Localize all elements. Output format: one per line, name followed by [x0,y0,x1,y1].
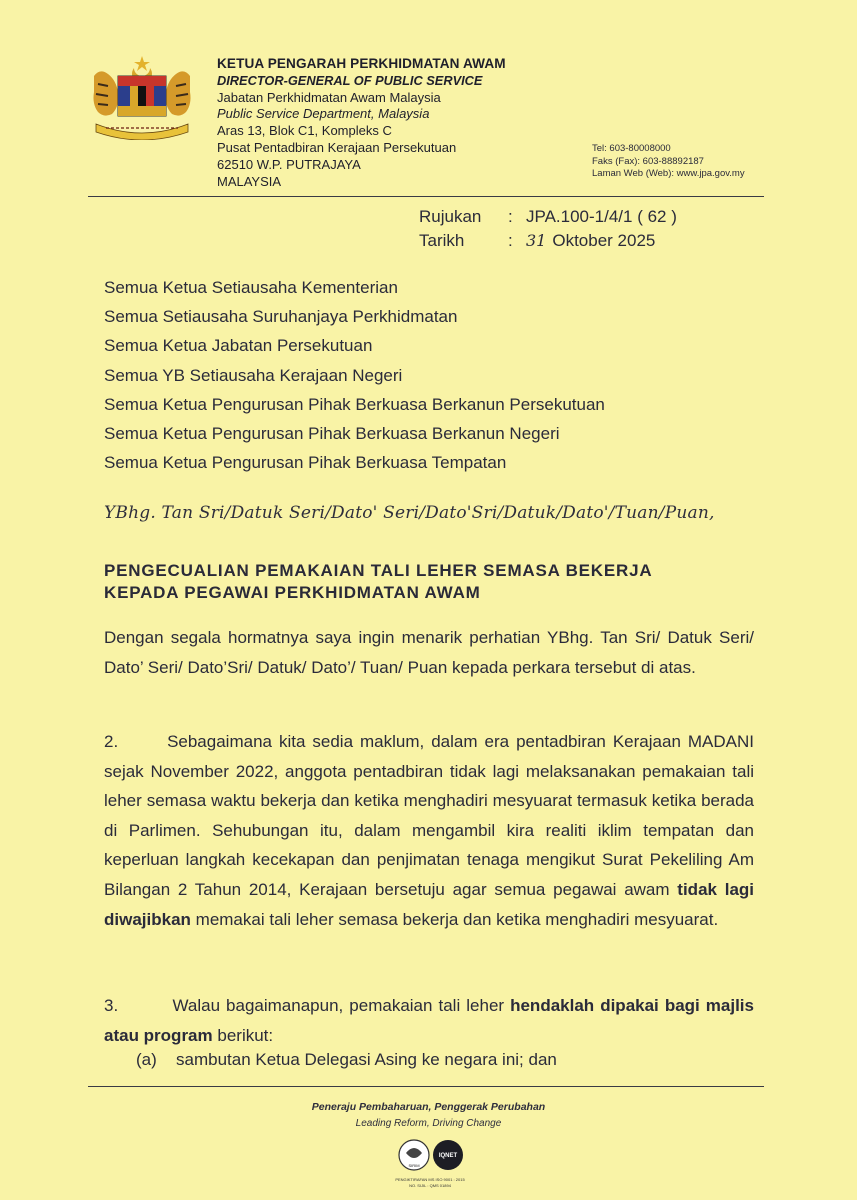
letterhead-title-ms: KETUA PENGARAH PERKHIDMATAN AWAM [217,56,506,71]
paragraph-3 [104,991,754,1050]
letterhead [217,56,506,190]
addressee-item: Semua YB Setiausaha Kerajaan Negeri [104,365,403,385]
date-day-handwritten: 31 [526,231,547,250]
letterhead-dept-en: Public Service Department, Malaysia [217,106,430,122]
contact-tel: Tel: 603-80008000 [592,143,671,154]
subject-line: KEPADA PEGAWAI PERKHIDMATAN AWAM [104,583,481,602]
addressee-item: Semua Ketua Setiausaha Kementerian [104,278,398,297]
date-separator: : [508,231,513,250]
letterhead-address-line: Aras 13, Blok C1, Kompleks C [217,123,392,139]
addressee-item: Semua Ketua Pengurusan Pihak Berkuasa Berkanun Negeri [104,424,560,444]
subject-line: PENGECUALIAN PEMAKAIAN TALI LEHER SEMASA BEKERJA [104,561,653,580]
letterhead-address-line: MALAYSIA [217,173,282,189]
addressee-list [104,273,605,477]
letterhead-title-en: DIRECTOR-GENERAL OF PUBLIC SERVICE [217,72,483,88]
contact-block [592,143,745,181]
addressee-item: Semua Ketua Pengurusan Pihak Berkuasa Berkanun Persekutuan [104,394,605,414]
paragraph-text: Walau bagaimanapun, pemakaian tali leher [172,996,505,1015]
date-row [419,231,655,251]
cert-text: PENGIKTIRAFAN MS ISO 9001 : 2015 [395,1177,465,1182]
paragraph-text: berikut: [217,1025,274,1045]
list-item-a [136,1050,557,1070]
paragraph-emphasis: hendaklah dipakai bagi majlis atau program [104,996,754,1045]
paragraph-text: memakai tali leher semasa bekerja dan ketika menghadiri mesyuarat. [195,909,719,929]
list-item-key: (a) [136,1050,157,1069]
reference-value: JPA.100-1/4/1 ( 62 ) [526,207,677,226]
cert-number: NO. SIJIL : QMS 01894 [409,1183,451,1188]
letterhead-address-line: 62510 W.P. PUTRAJAYA [217,156,361,172]
reference-label: Rujukan [419,207,482,226]
paragraph-text: Sebagaimana kita sedia maklum, dalam era pentadbiran Kerajaan MADANI sejak November 2022, anggota pentadbiran tidak lagi melaksanakan pemakaian tali leher semasa waktu bekerja dan ketika menghadiri mesyuarat termasuk ketika berada di Parlimen. Sehubungan itu, dalam mengambil kira realiti iklim tempatan dan keperluan langkah kecekapan dan penjimatan tenaga mengikut Surat Pekeliling Am Bilangan 2 Tahun 2014, Kerajaan bersetuju agar semua pegawai awam [104,732,754,899]
coat-of-arms-logo [86,54,198,140]
iqnet-logo [433,1140,463,1170]
footer-motto-ms: Peneraju Pembaharuan, Penggerak Perubahan [311,1101,546,1113]
salutation: YBhg. Tan Sri/Datuk Seri/Dato' Seri/Dato'Sri/Datuk/Dato'/Tuan/Puan, [104,503,715,523]
footer-motto-en: Leading Reform, Driving Change [355,1118,502,1129]
date-label: Tarikh [419,231,465,250]
footer-divider [88,1086,764,1087]
sirim-logo [399,1140,429,1170]
header-divider [88,196,764,197]
paragraph-number: 2. [104,732,119,751]
iqnet-label: IQNET [438,1153,458,1159]
letterhead-address-line: Pusat Pentadbiran Kerajaan Persekutuan [217,139,457,155]
addressee-item: Semua Setiausaha Suruhanjaya Perkhidmatan [104,307,458,327]
certification-logos [380,1135,480,1199]
svg-text:SIRIM: SIRIM [408,1163,420,1168]
contact-web: Laman Web (Web): www.jpa.gov.my [592,168,745,180]
addressee-item: Semua Ketua Pengurusan Pihak Berkuasa Tempatan [104,453,507,473]
reference-row [419,207,677,227]
reference-separator: : [508,207,513,226]
date-month-year: Oktober 2025 [552,231,656,250]
letterhead-dept-ms: Jabatan Perkhidmatan Awam Malaysia [217,89,441,105]
contact-fax: Faks (Fax): 603-88892187 [592,155,704,167]
paragraph-2 [104,727,754,934]
list-item-text: sambutan Ketua Delegasi Asing ke negara ini; dan [176,1050,557,1069]
addressee-item: Semua Ketua Jabatan Persekutuan [104,336,373,356]
paragraph-number: 3. [104,996,119,1015]
subject-heading [104,560,652,604]
paragraph-emphasis: tidak lagi diwajibkan [104,879,754,929]
paragraph-1: Dengan segala hormatnya saya ingin menarik perhatian YBhg. Tan Sri/ Datuk Seri/ Dato’ Seri/ Dato’Sri/ Datuk/ Dato’/ Tuan/ Puan kepada perkara tersebut di atas. [104,628,754,677]
